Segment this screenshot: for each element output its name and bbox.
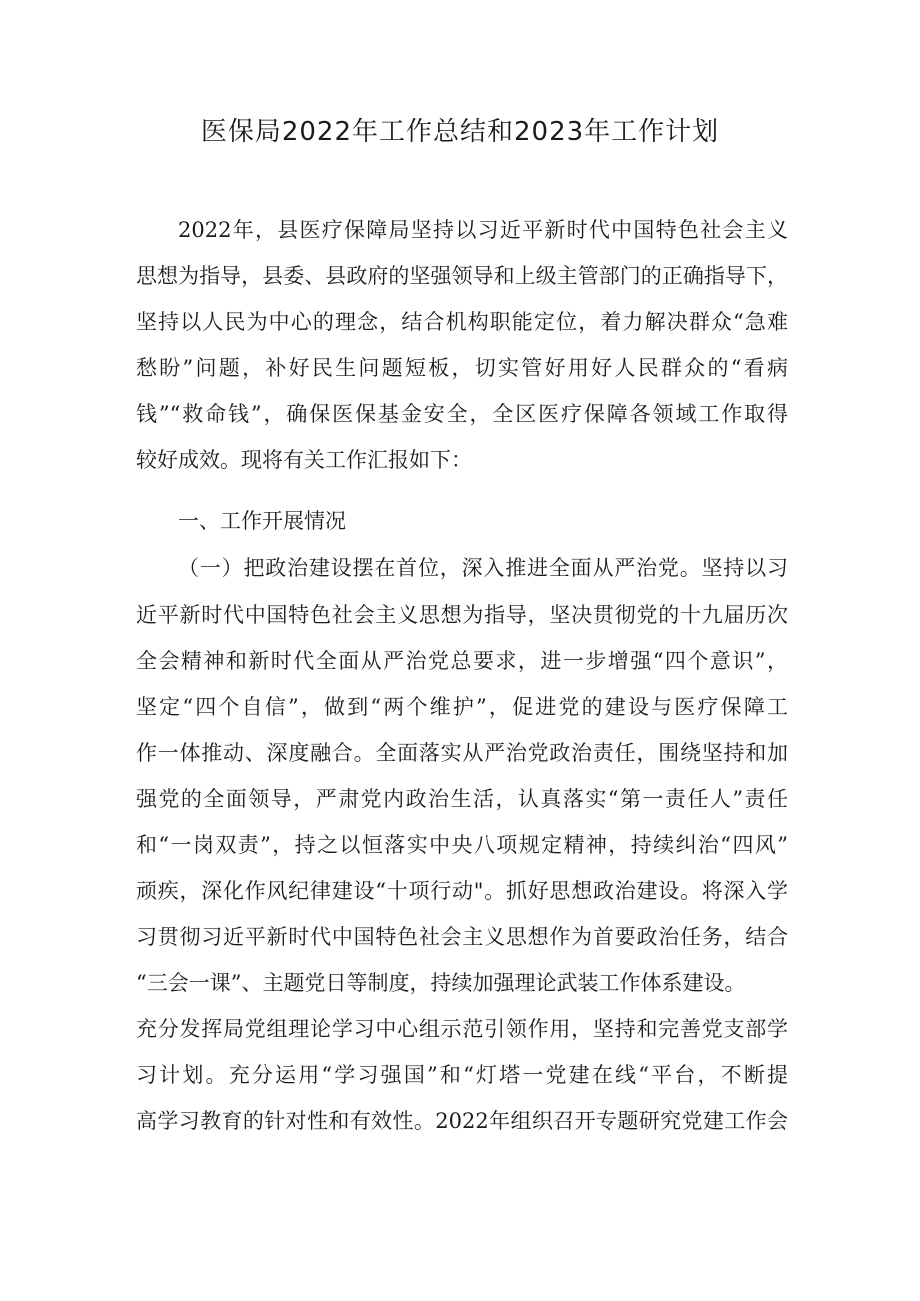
paragraph-line: 作一体推动、深度融合。全面落实从严治党政治责任，围绕坚持和加 [136, 741, 788, 765]
paragraph-line: 钱”“救命钱”，确保医保基金安全，全区医疗保障各领域工作取得 [136, 402, 788, 426]
paragraph-line: 强党的全面领导，严肃党内政治生活，认真落实“第一责任人”责任 [136, 787, 788, 811]
paragraph-line: 高学习教育的针对性和有效性。2022年组织召开专题研究党建工作会 [136, 1109, 788, 1133]
paragraph-line: 和“一岗双责”，持之以恒落实中央八项规定精神，持续纠治“四风” [136, 833, 788, 857]
paragraph-line: 习贯彻习近平新时代中国特色社会主义思想作为首要政治任务，结合 [136, 925, 788, 949]
paragraph-line: 顽疾，深化作风纪律建设“十项行动"。抓好思想政治建设。将深入学 [136, 879, 788, 903]
paragraph-line: （一）把政治建设摆在首位，深入推进全面从严治党。坚持以习 [178, 556, 788, 580]
paragraph-line: 思想为指导，县委、县政府的坚强领导和上级主管部门的正确指导下， [136, 264, 788, 288]
paragraph-line: 近平新时代中国特色社会主义思想为指导，坚决贯彻党的十九届历次 [136, 603, 788, 627]
paragraph-line: 坚定“四个自信”，做到“两个维护”，促进党的建设与医疗保障工 [136, 695, 788, 719]
paragraph-line: “三会一课”、主题党日等制度，持续加强理论武装工作体系建设。 [136, 971, 746, 995]
paragraph-line: 2022年，县医疗保障局坚持以习近平新时代中国特色社会主义 [178, 218, 788, 242]
paragraph-line: 坚持以人民为中心的理念，结合机构职能定位，着力解决群众“急难 [136, 310, 788, 334]
section-heading: 一、工作开展情况 [178, 509, 346, 533]
paragraph-line: 愁盼”问题，补好民生问题短板，切实管好用好人民群众的“看病 [136, 356, 788, 380]
paragraph-line: 全会精神和新时代全面从严治党总要求，进一步增强“四个意识”， [136, 649, 788, 673]
paragraph-line: 充分发挥局党组理论学习中心组示范引领作用，坚持和完善党支部学 [136, 1017, 788, 1041]
paragraph-line: 习计划。充分运用“学习强国”和“灯塔一党建在线“平台，不断提 [136, 1063, 788, 1087]
paragraph-line: 较好成效。现将有关工作汇报如下： [136, 448, 472, 472]
document-title: 医保局2022年工作总结和2023年工作计划 [200, 117, 720, 147]
